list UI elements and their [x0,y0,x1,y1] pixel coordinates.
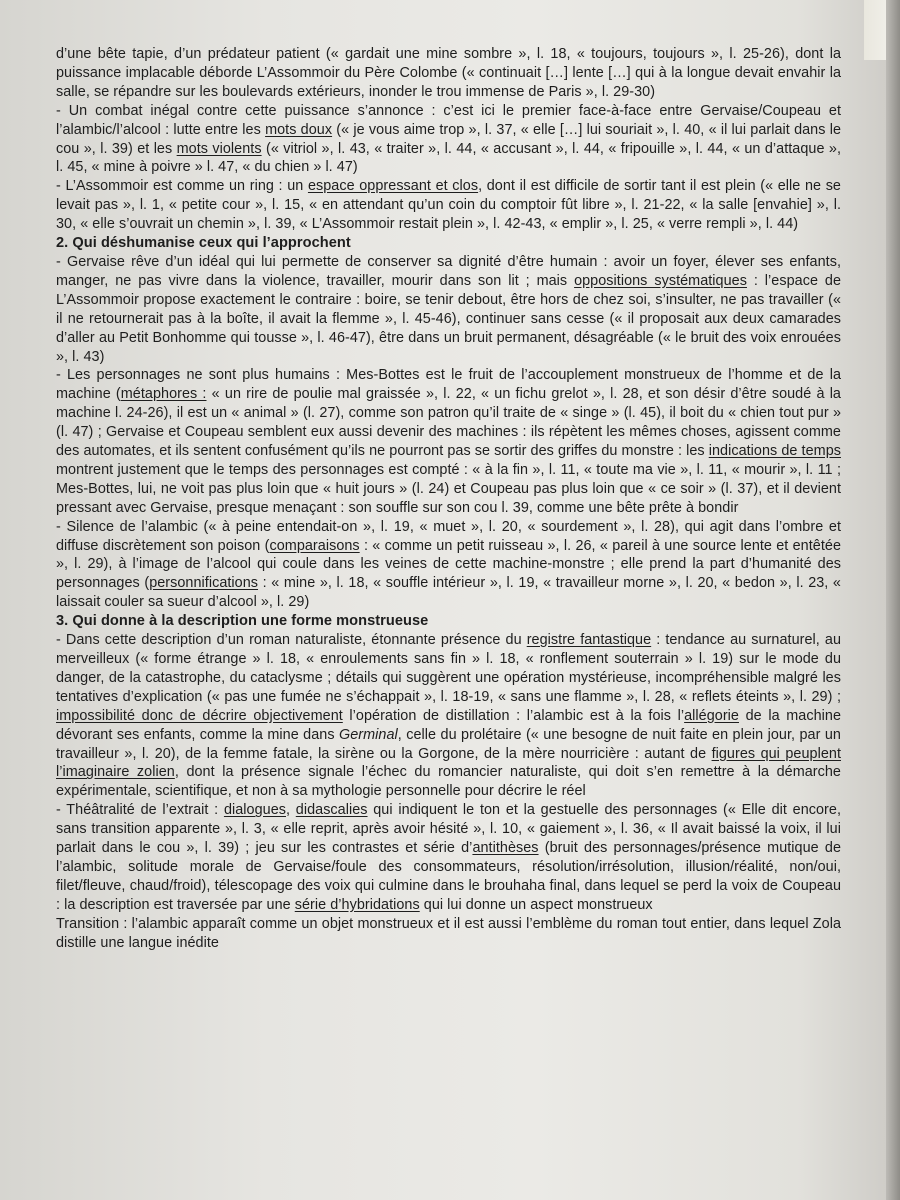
text-run: , celle du prolétaire (« une besogne de nuit faite en plein jour, par un travailleur », l. 20), de la femme fatale, la sirène ou la Gorgone, de la mère nourricière : autant de [56,726,841,762]
text-run: , [286,802,296,819]
underlined-term: registre fantastique [526,632,652,649]
text-run: - L’Assommoir est comme un ring : un [56,178,308,195]
underlined-term: comparaisons [269,537,360,554]
text-run: - Gervaise rêve d’un idéal qui lui permette de conserver sa dignité d’être humain : avoir un foyer, élever ses enfants, manger, ne pas vivre dans la violence, travailler, mourir dans son lit ; mais [56,253,841,289]
paragraph [56,45,841,102]
text-run: 2. Qui déshumanise ceux qui l’approchent [56,235,351,252]
section-heading [56,234,841,253]
underlined-term: indications de temps [708,443,841,460]
paragraph [56,366,841,517]
text-run: : « comme un petit ruisseau », l. 26, « pareil à une source lente et entêtée », l. 29), à l’image de l’alcool qui coule dans les veines de cette machine-monstre ; elle prend la part d’humanité des personnages ( [56,537,841,592]
text-run: Transition : l’alambic apparaît comme un objet monstrueux et il est aussi l’emblème du roman tout entier, dans lequel Zola distille une langue inédite [56,915,841,951]
text-run: qui lui donne un aspect monstrueux [419,896,653,913]
underlined-term: impossibilité donc de décrire objectivement [56,707,343,724]
italic-title: Germinal [339,726,398,743]
underlined-term: didascalies [295,802,368,819]
underlined-term: figures qui peuplent l’imaginaire zolien [56,745,841,781]
paragraph [56,102,841,178]
paragraph [56,801,841,914]
text-run: - Dans cette description d’un roman naturaliste, étonnante présence du [56,632,527,649]
text-run: qui indiquent le ton et la gestuelle des personnages (« Elle dit encore, sans transition apparente », l. 3, « elle reprit, après avoir hésité », l. 10, « gaiement », l. 36, « Il avait baissé la voix, il lui parlait dans le cou », l. 39) ; jeu sur les contrastes et série d’ [56,802,841,857]
text-run: - Les personnages ne sont plus humains : Mes-Bottes est le fruit de l’accouplement monstrueux de l’homme et de la machine ( [56,367,841,403]
underlined-term: antithèses [472,840,539,857]
text-run: : « mine », l. 18, « souffle intérieur », l. 19, « travailleur morne », l. 20, « bedon », l. 23, « laissait couler sa sueur d’alcool », l. 29) [56,575,841,611]
section-heading [56,612,841,631]
text-run: (bruit des personnages/présence mutique de l’alambic, solitude morale de Gervaise/foule des consommateurs, résolution/irrésolution, illusion/réalité, non/oui, filet/fleuve, chaud/froid), télescopage des voix qui culmine dans le brouhaha final, dans lequel se perd la voix de Coupeau : la description est traversée par une [56,840,841,913]
paragraph [56,631,841,801]
paragraph [56,253,841,366]
text-run: : tendance au surnaturel, au merveilleux (« forme étrange » l. 18, « enroulements sans fin » l. 18, « ronflement souterrain » l. 19) sur le mode du danger, de la catastrophe, du cataclysme ; détails qui suggèrent une opération mystérieuse, incompréhensible malgré les tentatives d’explication (« pas une fumée ne s’échappait », l. 18-19, « sans une flamme », l. 28, « reflets éteints », l. 29) ; [56,632,842,705]
underlined-term: personnifications [149,575,259,592]
paragraph [56,915,841,953]
text-run: montrent justement que le temps des personnages est compté : « à la fin », l. 11, « toute ma vie », l. 11, « mourir », l. 11 ; Mes-Bottes, lui, ne voit pas plus loin que « huit jours » (l. 24) et Coupeau pas plus loin que « ce soir » (l. 37), et il devient pressant avec Gervaise, presque menaçant : son souffle sur son cou l. 39, comme une bête prête à bondir [56,461,841,516]
text-run: - Théâtralité de l’extrait : [56,802,224,819]
text-run: (« je vous aime trop », l. 37, « elle […] lui souriait », l. 40, « il lui parlait dans le cou », l. 39) et les [56,121,841,157]
text-run: l’opération de distillation : l’alambic est à la fois l’ [342,707,685,724]
text-run: - Silence de l’alambic (« à peine entendait-on », l. 19, « muet », l. 20, « sourdement », l. 28), qui agit dans l’ombre et diffuse discrètement son poison ( [56,518,841,554]
underlined-term: métaphores : [120,386,207,403]
text-run: , dont il est difficile de sortir tant il est plein (« elle ne se levait pas », l. 1, « petite cour », l. 15, « en attendant qu’un coin du comptoir fût libre », l. 21-22, « la salle [envahie] », l. 30, « elle s’ouvrait un chemin », l. 39, « L’Assommoir restait plein », l. 42-43, « emplir », l. 25, « verre rempli », l. 44) [56,178,841,233]
underlined-term: mots doux [265,121,333,138]
paragraph [56,518,841,613]
page-edge-shadow [886,0,900,1200]
text-run: (« vitriol », l. 43, « traiter », l. 44, « accusant », l. 44, « fripouille », l. 44, « un d’attaque », l. 45, « mine à poivre » l. 47, « du chien » l. 47) [56,140,842,176]
underlined-term: allégorie [684,707,739,724]
document-body [56,45,841,953]
underlined-term: oppositions systématiques [574,272,747,289]
underlined-term: série d’hybridations [294,896,420,913]
text-run: de la machine dévorant ses enfants, comme la mine dans [56,707,841,743]
text-run: : l’espace de L’Assommoir propose exactement le contraire : boire, se tenir debout, être hors de chez soi, s’insulter, ne pas travailler (« il ne retournerait pas à la boîte, il avait la flemme », l. 45-46), continuer sans cesse (« il proposait aux deux camarades d’aller au Petit Bonhomme qui tousse », l. 46-47), être dans un bruit permanent, désagréable (« le bruit des voix enrouées », l. 43) [56,272,842,365]
paragraph [56,177,841,234]
text-run: 3. Qui donne à la description une forme monstrueuse [56,613,429,630]
underlined-term: mots violents [176,140,262,157]
text-run: , dont la présence signale l’échec du romancier naturaliste, qui doit s’en remettre à la démarche expérimentale, scientifique, et non à sa mythologie personnelle pour décrire le réel [56,764,841,800]
text-run: « un rire de poulie mal graissée », l. 22, « un fichu grelot », l. 28, et son désir d’être soudé à la machine l. 24-26), il est un « animal » (l. 27), comme son patron qu’il traite de « singe » (l. 45), il boit du « chien tout pur » (l. 47) ; Gervaise et Coupeau semblent eux aussi devenir des machines : ils répètent les mêmes choses, agissent comme des automates, et ils sentent confusément qu’ils ne pourront pas se sortir des griffes du monstre : les [56,386,841,460]
underlined-term: espace oppressant et clos [307,178,479,195]
underlined-term: dialogues [223,802,286,819]
text-run: d’une bête tapie, d’un prédateur patient (« gardait une mine sombre », l. 18, « toujours, toujours », l. 25-26), dont la puissance implacable déborde L’Assommoir du Père Colombe (« continuait […] lente […] qui à la longue devait envahir la salle, se répandre sur les boulevards extérieurs, inonder le trou immense de Paris », l. 29-30) [56,46,841,100]
text-run: - Un combat inégal contre cette puissance s’annonce : c’est ici le premier face-à-face entre Gervaise/Coupeau et l’alambic/l’alcool : lutte entre les [56,102,841,138]
